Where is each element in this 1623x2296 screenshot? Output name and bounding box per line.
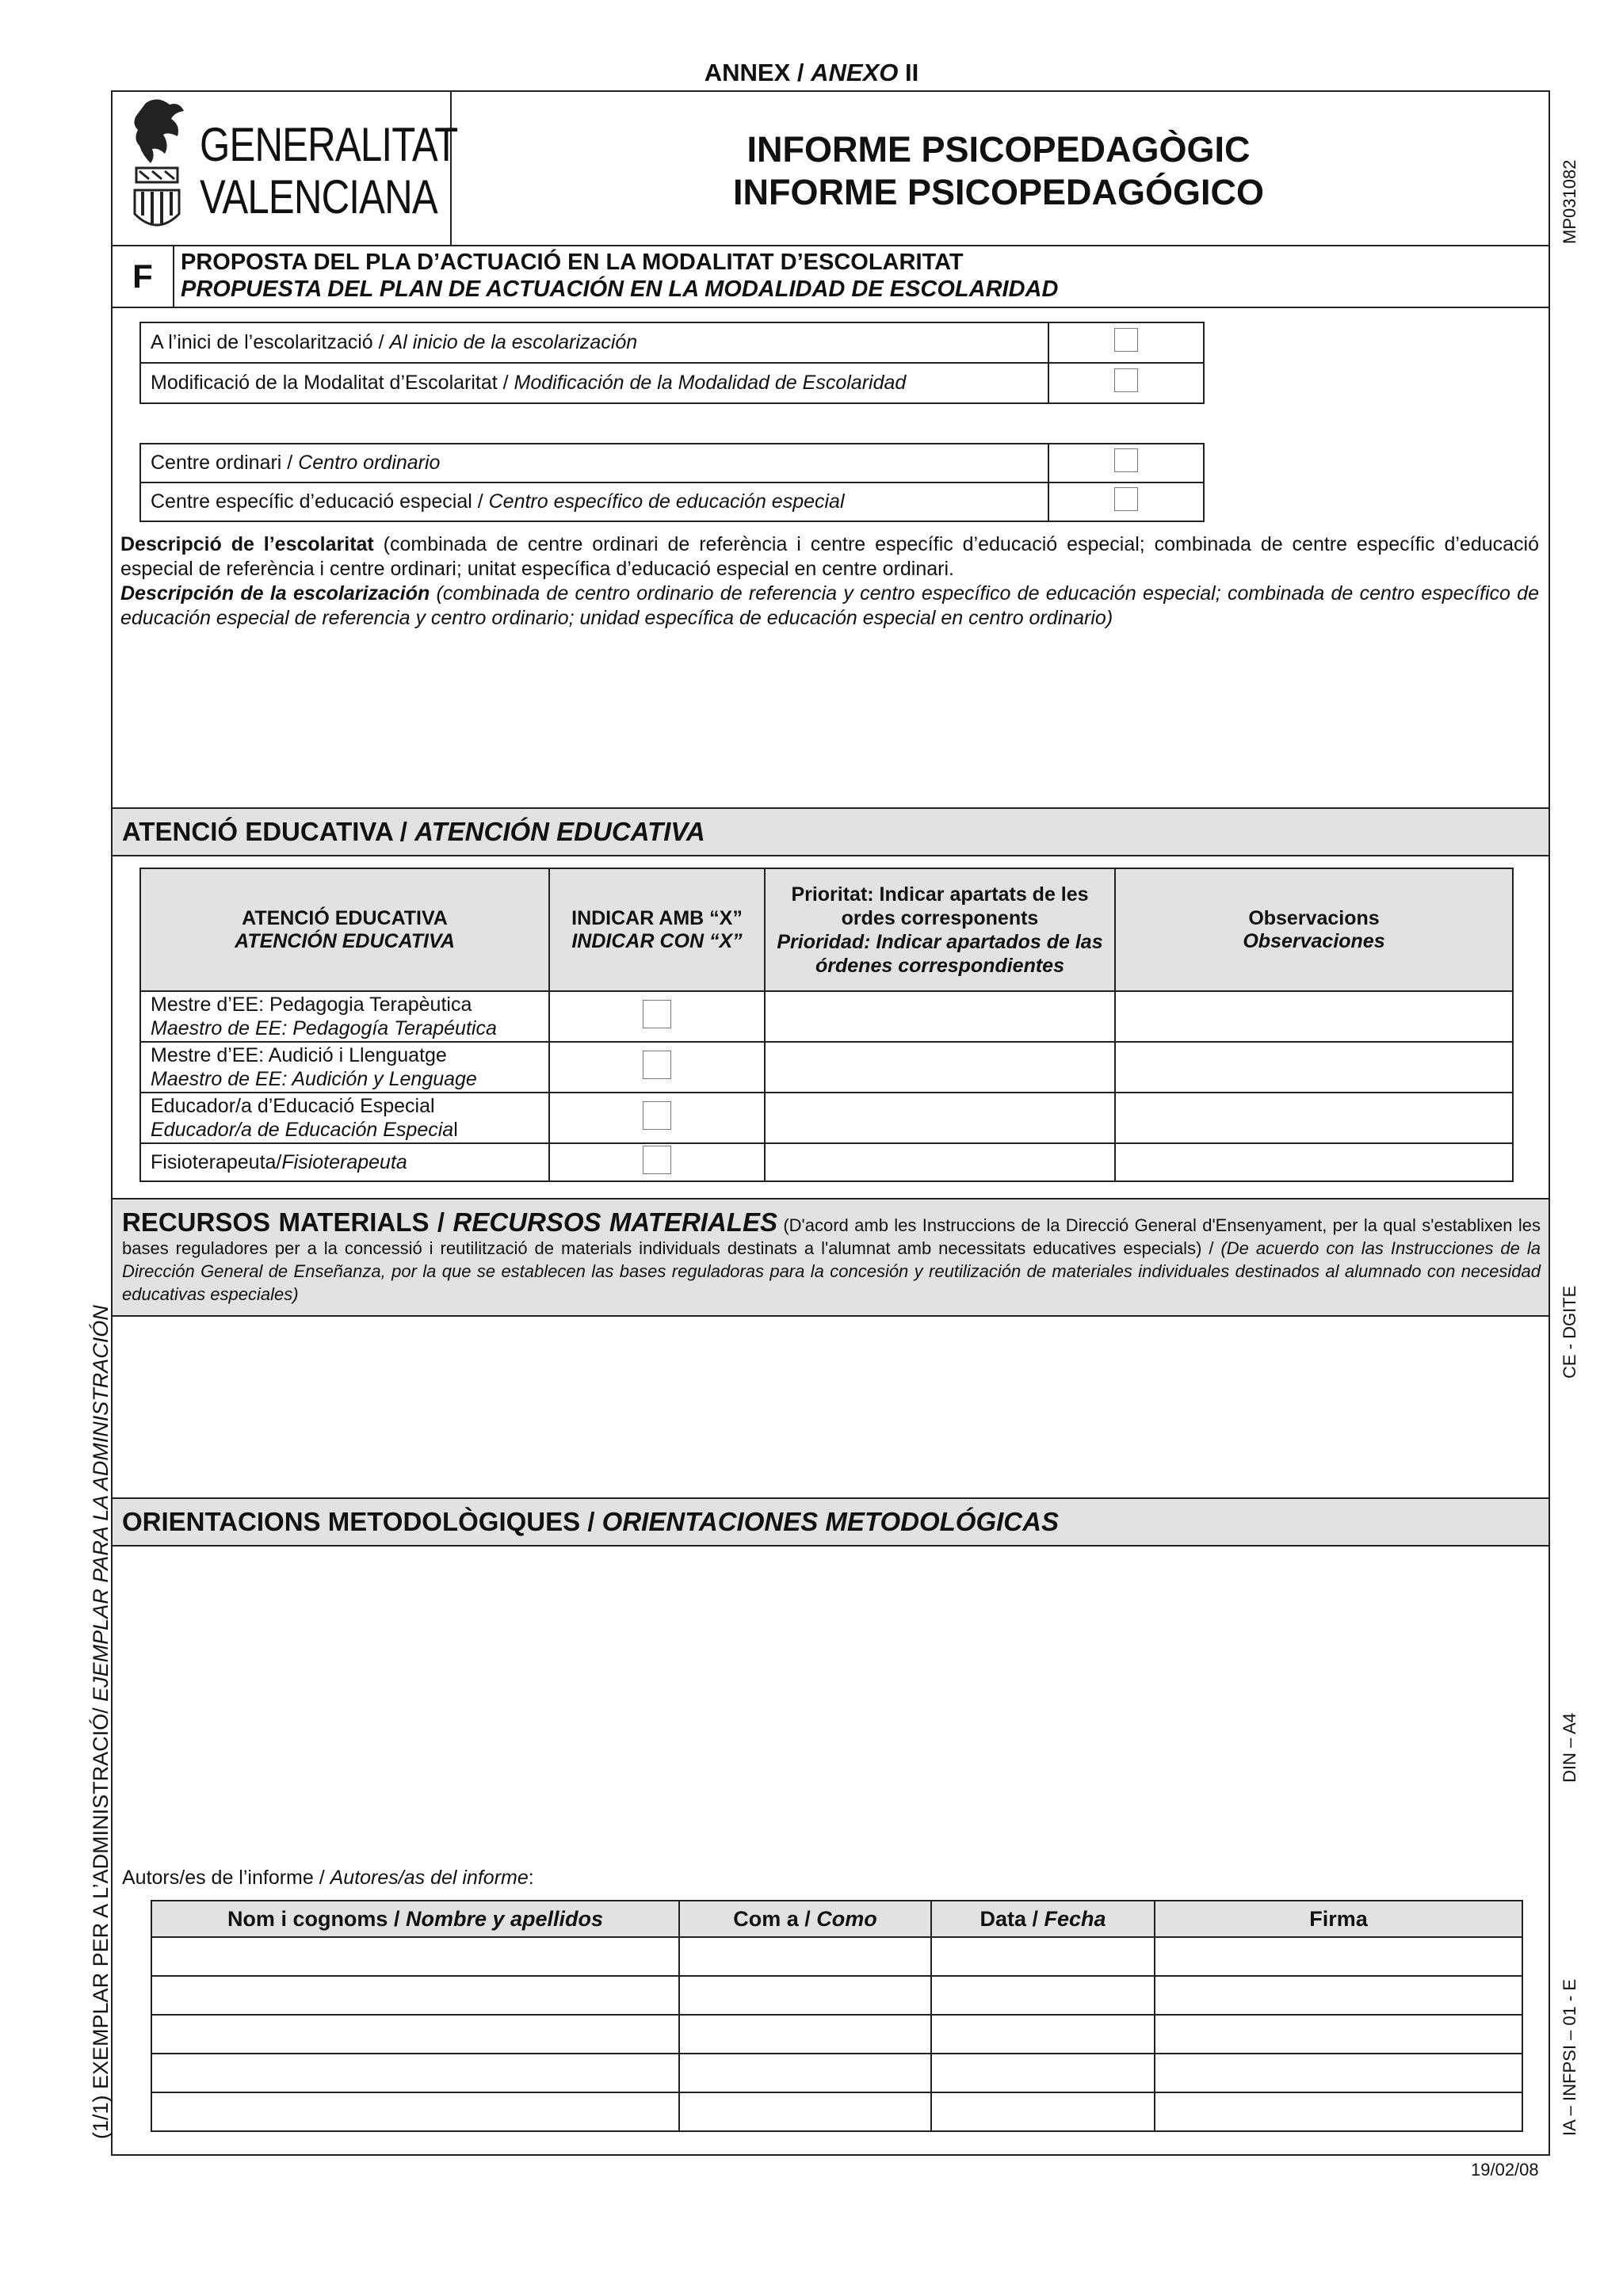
role-cell[interactable] bbox=[679, 1976, 931, 2015]
annex-label: ANNEX / ANEXO II bbox=[704, 59, 919, 86]
col-name: Nom i cognoms / Nombre y apellidos bbox=[151, 1901, 679, 1937]
table-row bbox=[151, 1976, 1522, 2015]
table-row: Mestre d’EE: Audició i Llenguatge Maestro de EE: Audición y Lenguage bbox=[140, 1042, 1513, 1093]
priority-cell[interactable] bbox=[765, 1042, 1115, 1093]
name-cell[interactable] bbox=[151, 2054, 679, 2092]
observations-cell[interactable] bbox=[1115, 1042, 1513, 1093]
ce-dgite-vertical: CE - DGITE bbox=[1560, 1285, 1579, 1379]
title-catalan: INFORME PSICOPEDAGÒGIC bbox=[747, 129, 1251, 170]
section-f-title bbox=[181, 249, 1058, 303]
role-cell[interactable] bbox=[679, 2092, 931, 2131]
name-cell[interactable] bbox=[151, 1937, 679, 1976]
din-a4-vertical: DIN – A4 bbox=[1560, 1712, 1579, 1783]
form-code-vertical: MP031082 bbox=[1560, 159, 1579, 244]
checkbox-ordinary-centre[interactable] bbox=[1114, 448, 1138, 472]
col-date: Data / Fecha bbox=[931, 1901, 1155, 1937]
signature-cell[interactable] bbox=[1155, 1937, 1522, 1976]
date-cell[interactable] bbox=[931, 1976, 1155, 2015]
logo-line-2: VALENCIANA bbox=[200, 170, 437, 223]
table-row: Fisioterapeuta/Fisioterapeuta bbox=[140, 1143, 1513, 1181]
schooling-description bbox=[120, 532, 1539, 631]
name-cell[interactable] bbox=[151, 1976, 679, 2015]
date-cell[interactable] bbox=[931, 2015, 1155, 2054]
priority-cell[interactable] bbox=[765, 1093, 1115, 1143]
checkbox-modification[interactable] bbox=[1114, 368, 1138, 392]
checkbox-initial[interactable] bbox=[1114, 328, 1138, 352]
signature-cell[interactable] bbox=[1155, 2015, 1522, 2054]
footer-date: 19/02/08 bbox=[1471, 2160, 1539, 2180]
col-role: Com a / Como bbox=[679, 1901, 931, 1937]
signature-cell[interactable] bbox=[1155, 2054, 1522, 2092]
table-row bbox=[151, 1937, 1522, 1976]
logo-line-1: GENERALITAT bbox=[200, 118, 458, 171]
logo-box bbox=[113, 92, 458, 245]
col-signature: Firma bbox=[1155, 1901, 1522, 1937]
role-cell[interactable] bbox=[679, 2054, 931, 2092]
model-code-vertical: IA – INFPSI – 01 - E bbox=[1560, 1978, 1579, 2136]
title-spanish: INFORME PSICOPEDAGÓGICO bbox=[732, 172, 1265, 212]
orientations-header-bar bbox=[113, 1497, 1549, 1547]
attention-heading: ATENCIÓ EDUCATIVA / ATENCIÓN EDUCATIVA bbox=[122, 817, 705, 846]
name-cell[interactable] bbox=[151, 2015, 679, 2054]
observations-cell[interactable] bbox=[1115, 1093, 1513, 1143]
checkbox-hearing-language[interactable] bbox=[643, 1051, 671, 1079]
timing-option-initial: A l’inici de l’escolarització / Al inicio de la escolarización bbox=[140, 322, 1048, 363]
centre-option-ordinary: Centre ordinari / Centro ordinario bbox=[140, 444, 1048, 482]
table-row bbox=[151, 2015, 1522, 2054]
table-row: Educador/a d’Educació Especial Educador/a de Educación Especial bbox=[140, 1093, 1513, 1143]
col-attention: ATENCIÓ EDUCATIVA ATENCIÓN EDUCATIVA bbox=[140, 868, 549, 991]
signature-cell[interactable] bbox=[1155, 1976, 1522, 2015]
table-row bbox=[151, 2054, 1522, 2092]
observations-cell[interactable] bbox=[1115, 991, 1513, 1042]
section-f-title-ca: PROPOSTA DEL PLA D’ACTUACIÓ EN LA MODALITAT D’ESCOLARITAT bbox=[181, 250, 964, 275]
orientations-heading: ORIENTACIONS METODOLÒGIQUES / ORIENTACIONES METODOLÓGICAS bbox=[122, 1507, 1059, 1536]
centre-option-special: Centre específic d’educació especial / Centro específico de educación especial bbox=[140, 482, 1048, 521]
date-cell[interactable] bbox=[931, 1937, 1155, 1976]
signature-cell[interactable] bbox=[1155, 2092, 1522, 2131]
table-row bbox=[151, 2092, 1522, 2131]
checkbox-therapeutic-pedagogy[interactable] bbox=[643, 1000, 671, 1028]
orientations-content-area[interactable] bbox=[113, 1547, 1549, 1863]
checkbox-physiotherapist[interactable] bbox=[643, 1146, 671, 1174]
role-cell[interactable] bbox=[679, 2015, 931, 2054]
authors-label: Autors/es de l’informe / Autores/as del informe: bbox=[122, 1867, 534, 1889]
authors-table bbox=[151, 1900, 1523, 2132]
date-cell[interactable] bbox=[931, 2092, 1155, 2131]
resources-header-bar bbox=[113, 1198, 1549, 1317]
copy-destination-vertical: (1/1) EXEMPLAR PER A L’ADMINISTRACIÓ/ EJEMPLAR PARA LA ADMINISTRACIÓN bbox=[89, 1305, 113, 2139]
attention-header-bar bbox=[113, 807, 1549, 856]
description-es: Descripción de la escolarización (combinada de centro ordinario de referencia y centro específico de educación especial; combinada de centro específico de educación especial de referencia y centro ordinario; unidad específica de educación especial en centro ordinario) bbox=[120, 582, 1539, 629]
col-observations: Observacions Observaciones bbox=[1115, 868, 1513, 991]
checkbox-special-centre[interactable] bbox=[1114, 487, 1138, 511]
name-cell[interactable] bbox=[151, 2092, 679, 2131]
priority-cell[interactable] bbox=[765, 1143, 1115, 1181]
page-title bbox=[452, 128, 1545, 214]
col-indicate: INDICAR AMB “X” INDICAR CON “X” bbox=[549, 868, 765, 991]
timing-options-table bbox=[139, 322, 1205, 404]
date-cell[interactable] bbox=[931, 2054, 1155, 2092]
section-letter: F bbox=[113, 246, 174, 307]
checkbox-special-educator[interactable] bbox=[643, 1101, 671, 1130]
role-cell[interactable] bbox=[679, 1937, 931, 1976]
col-priority: Prioritat: Indicar apartats de les ordes corresponents Prioridad: Indicar apartados de las órdenes correspondientes bbox=[765, 868, 1115, 991]
resources-content-area[interactable] bbox=[113, 1317, 1549, 1497]
observations-cell[interactable] bbox=[1115, 1143, 1513, 1181]
generalitat-logo-icon bbox=[122, 95, 193, 242]
table-row: Mestre d’EE: Pedagogia Terapèutica Maestro de EE: Pedagogía Terapéutica bbox=[140, 991, 1513, 1042]
resources-heading: RECURSOS MATERIALS / RECURSOS MATERIALES (D'acord amb les Instruccions de la Direcció General d'Ensenyament, per la qual s'establixen les bases reguladores per a la concessió i reutilització de materials individuals destinats a l'alumnat amb necessitats educatives especials) / (De acuerdo con las Instrucciones de la Dirección General de Enseñanza, por la que se establecen las bases reguladoras para la concesión y reutilización de materiales individuales destinados al alumnado con necesidad educativas especiales) bbox=[122, 1207, 1541, 1304]
priority-cell[interactable] bbox=[765, 991, 1115, 1042]
description-ca: Descripció de l’escolaritat (combinada de centre ordinari de referència i centre específic d’educació especial; combinada de centre específic d’educació especial de referència i centre ordinari; unitat específica d’educació especial en centre ordinari. bbox=[120, 533, 1539, 580]
section-f-title-es: PROPUESTA DEL PLAN DE ACTUACIÓN EN LA MODALIDAD DE ESCOLARIDAD bbox=[181, 277, 1059, 302]
centre-options-table bbox=[139, 443, 1205, 522]
timing-option-modification: Modificació de la Modalitat d’Escolaritat / Modificación de la Modalidad de Escolaridad bbox=[140, 363, 1048, 403]
attention-table bbox=[139, 868, 1514, 1182]
